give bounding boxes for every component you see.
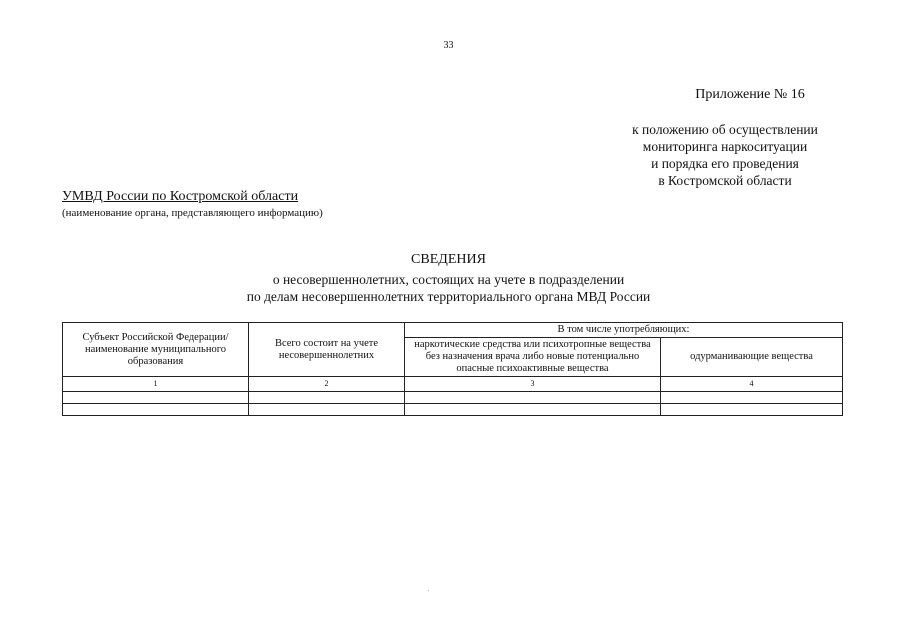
table-cell <box>249 392 405 404</box>
document-title: СВЕДЕНИЯ <box>411 252 486 267</box>
column-number: 1 <box>63 377 249 392</box>
organization-caption: (наименование органа, представляющего информацию) <box>62 207 323 219</box>
column-number: 4 <box>661 377 843 392</box>
document-subtitle-line: о несовершеннолетних, состоящих на учете в подразделении <box>272 272 625 287</box>
header-subject: Субъект Российской Федерации/ наименование муниципального образования <box>63 323 249 377</box>
column-number-row <box>63 377 843 392</box>
appendix-title: Приложение № 16 <box>695 87 805 102</box>
table-cell <box>661 404 843 416</box>
table-cell <box>63 392 249 404</box>
table-cell <box>661 392 843 404</box>
report-table <box>62 322 843 416</box>
header-group: В том числе употребляющих: <box>405 323 843 338</box>
column-number: 3 <box>405 377 661 392</box>
table-cell <box>63 404 249 416</box>
appendix-reference-line: к положению об осуществлении <box>632 122 818 137</box>
page-number: 33 <box>443 40 454 51</box>
header-intoxicants: одурманивающие вещества <box>661 338 843 377</box>
document-subtitle-line: по делам несовершеннолетних территориального органа МВД России <box>246 289 651 304</box>
table-row <box>63 404 843 416</box>
table-cell <box>249 404 405 416</box>
table-row <box>63 392 843 404</box>
organization-name: УМВД России по Костромской области <box>62 189 299 204</box>
table-cell <box>405 404 661 416</box>
document-subtitle <box>0 271 897 305</box>
appendix-reference-line: и порядка его проведения <box>651 156 799 171</box>
header-narcotic: наркотические средства или психотропные вещества без назначения врача либо новые потенциально опасные психоактивные вещества <box>405 338 661 377</box>
table-cell <box>405 392 661 404</box>
header-total: Всего состоит на учете несовершеннолетних <box>249 323 405 377</box>
column-number: 2 <box>249 377 405 392</box>
appendix-reference <box>600 121 850 189</box>
scan-artifact <box>428 590 429 591</box>
appendix-reference-line: мониторинга наркоситуации <box>642 139 808 154</box>
appendix-reference-line: в Костромской области <box>658 173 792 188</box>
